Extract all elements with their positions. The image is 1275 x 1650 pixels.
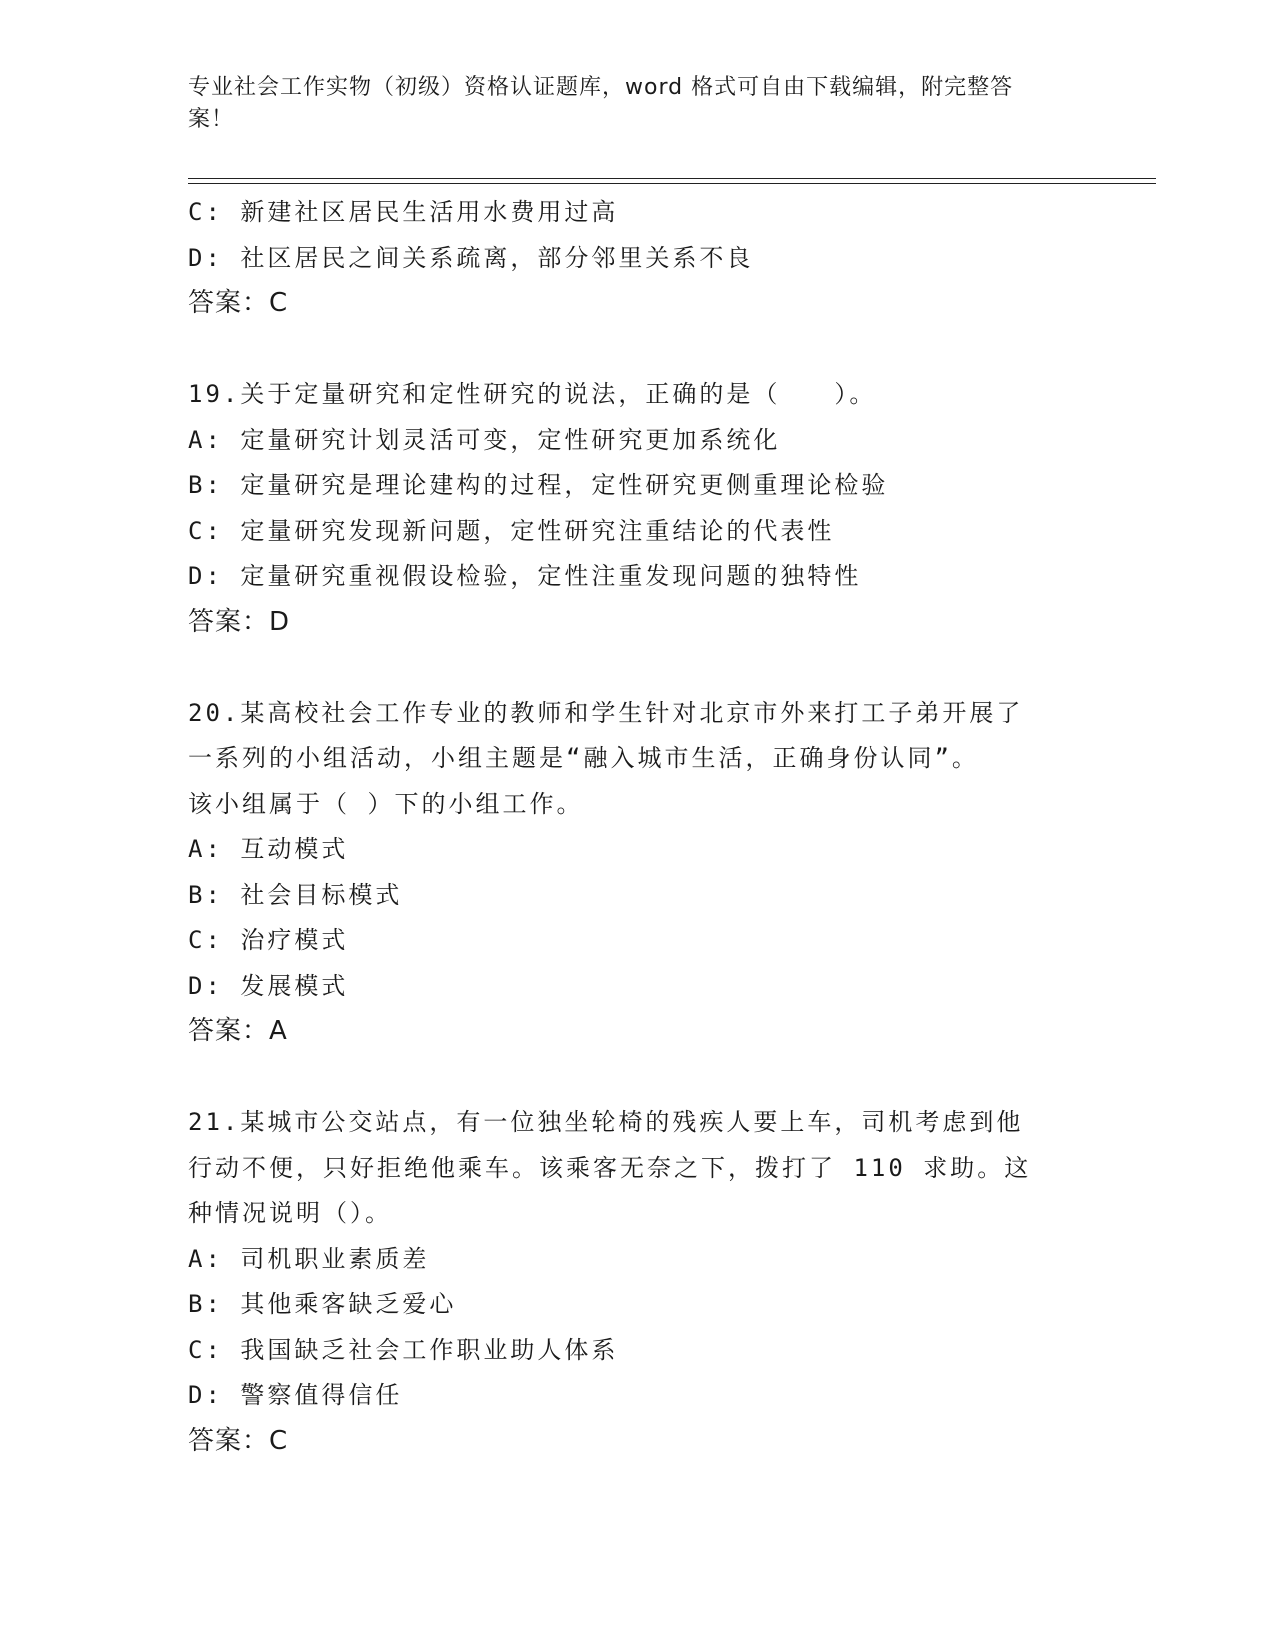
- header-line-1: 专业社会工作实物（初级）资格认证题库，word 格式可自由下载编辑，附完整答: [188, 75, 1014, 100]
- q21-answer: 答案：C: [188, 1425, 289, 1456]
- question-content: [188, 190, 1088, 1464]
- q19-stem-line-1: 19.关于定量研究和定性研究的说法，正确的是（ ）。: [188, 380, 877, 408]
- header-divider-top: [188, 178, 1156, 179]
- q20-option-b: B: 社会目标模式: [188, 880, 403, 909]
- q21-option-a: A: 司机职业素质差: [188, 1244, 430, 1273]
- question-spacer: [188, 1055, 1088, 1101]
- q19-option-c: C: 定量研究发现新问题，定性研究注重结论的代表性: [188, 516, 835, 545]
- document-header: [188, 72, 1068, 136]
- q21-option-d: D: 警察值得信任: [188, 1381, 403, 1409]
- question-spacer: [188, 327, 1088, 373]
- question-20: [188, 691, 1088, 1055]
- q21-stem-line-2: 行动不便，只好拒绝他乘车。该乘客无奈之下，拨打了 110 求助。这: [188, 1153, 1032, 1182]
- question-19: [188, 372, 1088, 645]
- q21-option-c: C: 我国缺乏社会工作职业助人体系: [188, 1335, 619, 1364]
- q19-option-b: B: 定量研究是理论建构的过程，定性研究更侧重理论检验: [188, 471, 889, 499]
- q20-stem-line-2: 一系列的小组活动，小组主题是“融入城市生活，正确身份认同”。: [188, 744, 979, 772]
- q18-option-d: D: 社区居民之间关系疏离，部分邻里关系不良: [188, 243, 754, 272]
- q21-stem-line-3: 种情况说明（）。: [188, 1199, 392, 1227]
- q21-stem-line-1: 21.某城市公交站点，有一位独坐轮椅的残疾人要上车，司机考虑到他: [188, 1108, 1024, 1136]
- header-divider-bottom: [188, 183, 1156, 184]
- header-line-2: 案！: [188, 107, 235, 132]
- q20-stem-line-1: 20.某高校社会工作专业的教师和学生针对北京市外来打工子弟开展了: [188, 698, 1024, 727]
- question-spacer: [188, 645, 1088, 691]
- q19-answer: 答案：D: [188, 606, 291, 637]
- q20-option-d: D: 发展模式: [188, 971, 349, 1000]
- q20-stem-line-3: 该小组属于（ ）下的小组工作。: [188, 789, 584, 818]
- q19-option-d: D: 定量研究重视假设检验，定性注重发现问题的独特性: [188, 562, 862, 590]
- q18-answer: 答案：C: [188, 288, 289, 318]
- q19-option-a: A: 定量研究计划灵活可变，定性研究更加系统化: [188, 425, 781, 454]
- q20-option-c: C: 治疗模式: [188, 926, 349, 954]
- q20-answer: 答案：A: [188, 1016, 288, 1046]
- question-21: [188, 1100, 1088, 1464]
- q20-option-a: A: 互动模式: [188, 835, 349, 863]
- q18-option-c: C: 新建社区居民生活用水费用过高: [188, 198, 619, 226]
- q21-option-b: B: 其他乘客缺乏爱心: [188, 1290, 457, 1318]
